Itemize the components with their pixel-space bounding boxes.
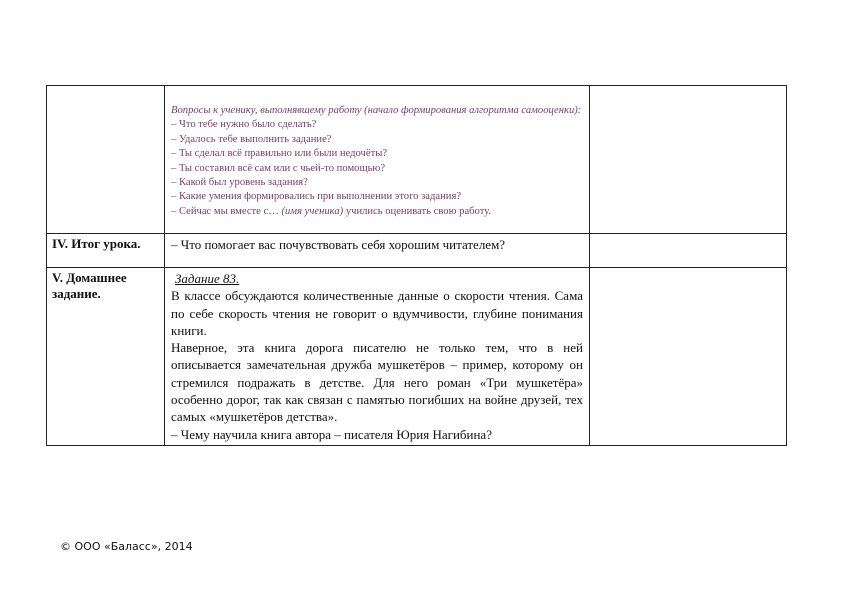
homework-paragraph: В классе обсуждаются количественные данные о скорости чтения. Сама по себе скорость чтения не говорит о вдумчивости, глубине понимания книги. bbox=[171, 288, 583, 338]
stage-cell: IV. Итог урока. bbox=[47, 234, 165, 268]
summary-question: – Что помогает вас почувствовать себя хорошим читателем? bbox=[165, 234, 590, 268]
table-row bbox=[47, 234, 787, 268]
question-item-last bbox=[171, 205, 583, 219]
homework-question: – Чему научила книга автора – писателя Юрия Нагибина? bbox=[171, 426, 492, 442]
question-item: – Ты сделал всё правильно или были недочёты? bbox=[171, 148, 388, 160]
question-item: – Ты составил всё сам или с чьей-то помощью? bbox=[171, 162, 386, 174]
homework-paragraph: Наверное, эта книга дорога писателю не только тем, что в ней описывается замечательная дружба мушкетёров – пример, которому он стремился подражать в детстве. Для него роман «Три мушкетёра» особенно дорог, так как связан с памятью погибших на войне друзей, тех самых «мушкетёров детства». bbox=[171, 340, 583, 425]
student-name-placeholder: (имя ученика) bbox=[281, 205, 344, 217]
lesson-table bbox=[46, 85, 787, 446]
table-row bbox=[47, 268, 787, 446]
homework-cell bbox=[165, 268, 590, 446]
task-title: Задание 83. bbox=[175, 271, 240, 286]
notes-cell bbox=[590, 268, 787, 446]
notes-cell bbox=[590, 86, 787, 234]
stage-cell: V. Домашнее задание. bbox=[47, 268, 165, 446]
questions-intro: Вопросы к ученику, выполнявшему работу (начало формирования алгоритма самооценки): bbox=[171, 105, 582, 116]
question-item: – Что тебе нужно было сделать? bbox=[171, 119, 317, 131]
last-question-start: – Сейчас мы вместе с… bbox=[171, 205, 282, 217]
table-row bbox=[47, 86, 787, 234]
self-assessment-questions bbox=[165, 86, 590, 234]
copyright-footer: © ООО «Баласс», 2014 bbox=[60, 540, 193, 553]
question-item: – Какие умения формировались при выполнении этого задания? bbox=[171, 191, 462, 203]
question-item: – Удалось тебе выполнить задание? bbox=[171, 133, 332, 145]
stage-cell bbox=[47, 86, 165, 234]
last-question-end: учились оценивать свою работу. bbox=[343, 205, 492, 217]
question-item: – Какой был уровень задания? bbox=[171, 177, 308, 189]
notes-cell bbox=[590, 234, 787, 268]
